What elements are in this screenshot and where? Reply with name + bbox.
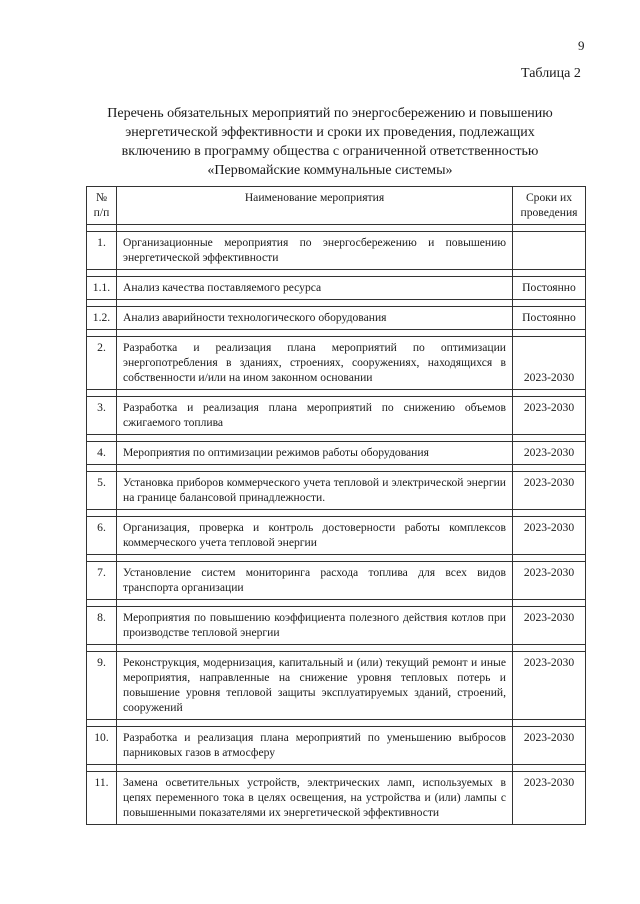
spacer-cell — [87, 390, 117, 397]
measure-name: Реконструкция, модернизация, капитальный и (или) текущий ремонт и иные мероприятия, направленные на снижение уровня тепловых потерь и повышение уровня тепловой защиты эксплуатируемых зданий, строений, сооружений — [117, 652, 513, 720]
measure-name: Установление систем мониторинга расхода топлива для всех видов транспорта организации — [117, 562, 513, 600]
table-spacer-row — [87, 225, 586, 232]
spacer-cell — [513, 510, 586, 517]
row-number: 10. — [87, 727, 117, 765]
table-spacer-row — [87, 330, 586, 337]
title-line-4: «Первомайские коммунальные системы» — [207, 163, 453, 178]
header-term: Сроки их проведения — [513, 187, 586, 225]
spacer-cell — [87, 645, 117, 652]
table-spacer-row — [87, 300, 586, 307]
table-row — [87, 277, 586, 300]
table-row — [87, 232, 586, 270]
measures-table — [86, 186, 586, 825]
header-name: Наименование мероприятия — [117, 187, 513, 225]
table-spacer-row — [87, 270, 586, 277]
spacer-cell — [87, 270, 117, 277]
table-header-row — [87, 187, 586, 225]
spacer-cell — [117, 510, 513, 517]
measure-term: 2023-2030 — [513, 442, 586, 465]
table-spacer-row — [87, 720, 586, 727]
measure-term: 2023-2030 — [513, 472, 586, 510]
measure-term: 2023-2030 — [513, 562, 586, 600]
table-spacer-row — [87, 600, 586, 607]
table-row — [87, 472, 586, 510]
spacer-cell — [117, 720, 513, 727]
row-number: 4. — [87, 442, 117, 465]
row-number: 11. — [87, 772, 117, 825]
measure-name: Мероприятия по повышению коэффициента полезного действия котлов при производстве тепловой энергии — [117, 607, 513, 645]
measure-name: Анализ качества поставляемого ресурса — [117, 277, 513, 300]
measure-term: 2023-2030 — [513, 607, 586, 645]
table-spacer-row — [87, 435, 586, 442]
measure-term: 2023-2030 — [513, 727, 586, 765]
spacer-cell — [117, 645, 513, 652]
spacer-cell — [87, 300, 117, 307]
spacer-cell — [87, 600, 117, 607]
spacer-cell — [117, 270, 513, 277]
measure-term: Постоянно — [513, 307, 586, 330]
header-num: № п/п — [87, 187, 117, 225]
measure-name: Организационные мероприятия по энергосбережению и повышению энергетической эффективности — [117, 232, 513, 270]
spacer-cell — [513, 720, 586, 727]
spacer-cell — [513, 600, 586, 607]
spacer-cell — [513, 330, 586, 337]
row-number: 1.2. — [87, 307, 117, 330]
spacer-cell — [117, 600, 513, 607]
spacer-cell — [87, 435, 117, 442]
spacer-cell — [117, 435, 513, 442]
table-row — [87, 307, 586, 330]
measure-term: 2023-2030 — [513, 337, 586, 390]
spacer-cell — [117, 300, 513, 307]
measure-name: Организация, проверка и контроль достоверности работы комплексов коммерческого учета тепловой энергии — [117, 517, 513, 555]
measure-name: Установка приборов коммерческого учета тепловой и электрической энергии на границе балансовой принадлежности. — [117, 472, 513, 510]
title-line-1: Перечень обязательных мероприятий по энергосбережению и повышению — [107, 106, 553, 121]
spacer-cell — [87, 765, 117, 772]
measure-name: Замена осветительных устройств, электрических ламп, используемых в цепях переменного тока в целях освещения, на устройства и (или) лампы с повышенными показателями их энергетической эффективности — [117, 772, 513, 825]
spacer-cell — [117, 465, 513, 472]
measure-name: Анализ аварийности технологического оборудования — [117, 307, 513, 330]
spacer-cell — [513, 555, 586, 562]
table-row — [87, 772, 586, 825]
spacer-cell — [87, 555, 117, 562]
table-label: Таблица 2 — [521, 66, 581, 81]
spacer-cell — [87, 510, 117, 517]
table-row — [87, 562, 586, 600]
measure-name: Мероприятия по оптимизации режимов работы оборудования — [117, 442, 513, 465]
spacer-cell — [87, 330, 117, 337]
measure-term: Постоянно — [513, 277, 586, 300]
row-number: 3. — [87, 397, 117, 435]
spacer-cell — [513, 270, 586, 277]
spacer-cell — [513, 225, 586, 232]
spacer-cell — [87, 225, 117, 232]
spacer-cell — [513, 390, 586, 397]
table-row — [87, 607, 586, 645]
table-row — [87, 337, 586, 390]
title-line-2: энергетической эффективности и сроки их проведения, подлежащих — [125, 125, 535, 140]
table-row — [87, 652, 586, 720]
table-spacer-row — [87, 765, 586, 772]
table-row — [87, 517, 586, 555]
spacer-cell — [513, 435, 586, 442]
row-number: 2. — [87, 337, 117, 390]
spacer-cell — [117, 225, 513, 232]
spacer-cell — [513, 300, 586, 307]
title-line-3: включению в программу общества с ограниченной ответственностью — [121, 144, 539, 159]
spacer-cell — [117, 555, 513, 562]
table-spacer-row — [87, 555, 586, 562]
spacer-cell — [87, 465, 117, 472]
measure-term — [513, 232, 586, 270]
table-spacer-row — [87, 390, 586, 397]
measure-name: Разработка и реализация плана мероприятий по оптимизации энергопотребления в зданиях, строениях, сооружениях, находящихся в собственности и/или на ином законном основании — [117, 337, 513, 390]
row-number: 5. — [87, 472, 117, 510]
row-number: 8. — [87, 607, 117, 645]
spacer-cell — [513, 765, 586, 772]
measure-term: 2023-2030 — [513, 652, 586, 720]
table-row — [87, 727, 586, 765]
row-number: 7. — [87, 562, 117, 600]
spacer-cell — [117, 765, 513, 772]
row-number: 1.1. — [87, 277, 117, 300]
measure-term: 2023-2030 — [513, 772, 586, 825]
spacer-cell — [117, 330, 513, 337]
table-spacer-row — [87, 645, 586, 652]
measure-name: Разработка и реализация плана мероприятий по снижению объемов сжигаемого топлива — [117, 397, 513, 435]
table-spacer-row — [87, 465, 586, 472]
row-number: 1. — [87, 232, 117, 270]
spacer-cell — [87, 720, 117, 727]
page-number: 9 — [578, 38, 585, 53]
table-row — [87, 397, 586, 435]
document-title — [70, 104, 590, 180]
row-number: 9. — [87, 652, 117, 720]
spacer-cell — [117, 390, 513, 397]
spacer-cell — [513, 645, 586, 652]
measure-term: 2023-2030 — [513, 517, 586, 555]
table-spacer-row — [87, 510, 586, 517]
spacer-cell — [513, 465, 586, 472]
row-number: 6. — [87, 517, 117, 555]
measure-name: Разработка и реализация плана мероприятий по уменьшению выбросов парниковых газов в атмосферу — [117, 727, 513, 765]
table-row — [87, 442, 586, 465]
measure-term: 2023-2030 — [513, 397, 586, 435]
